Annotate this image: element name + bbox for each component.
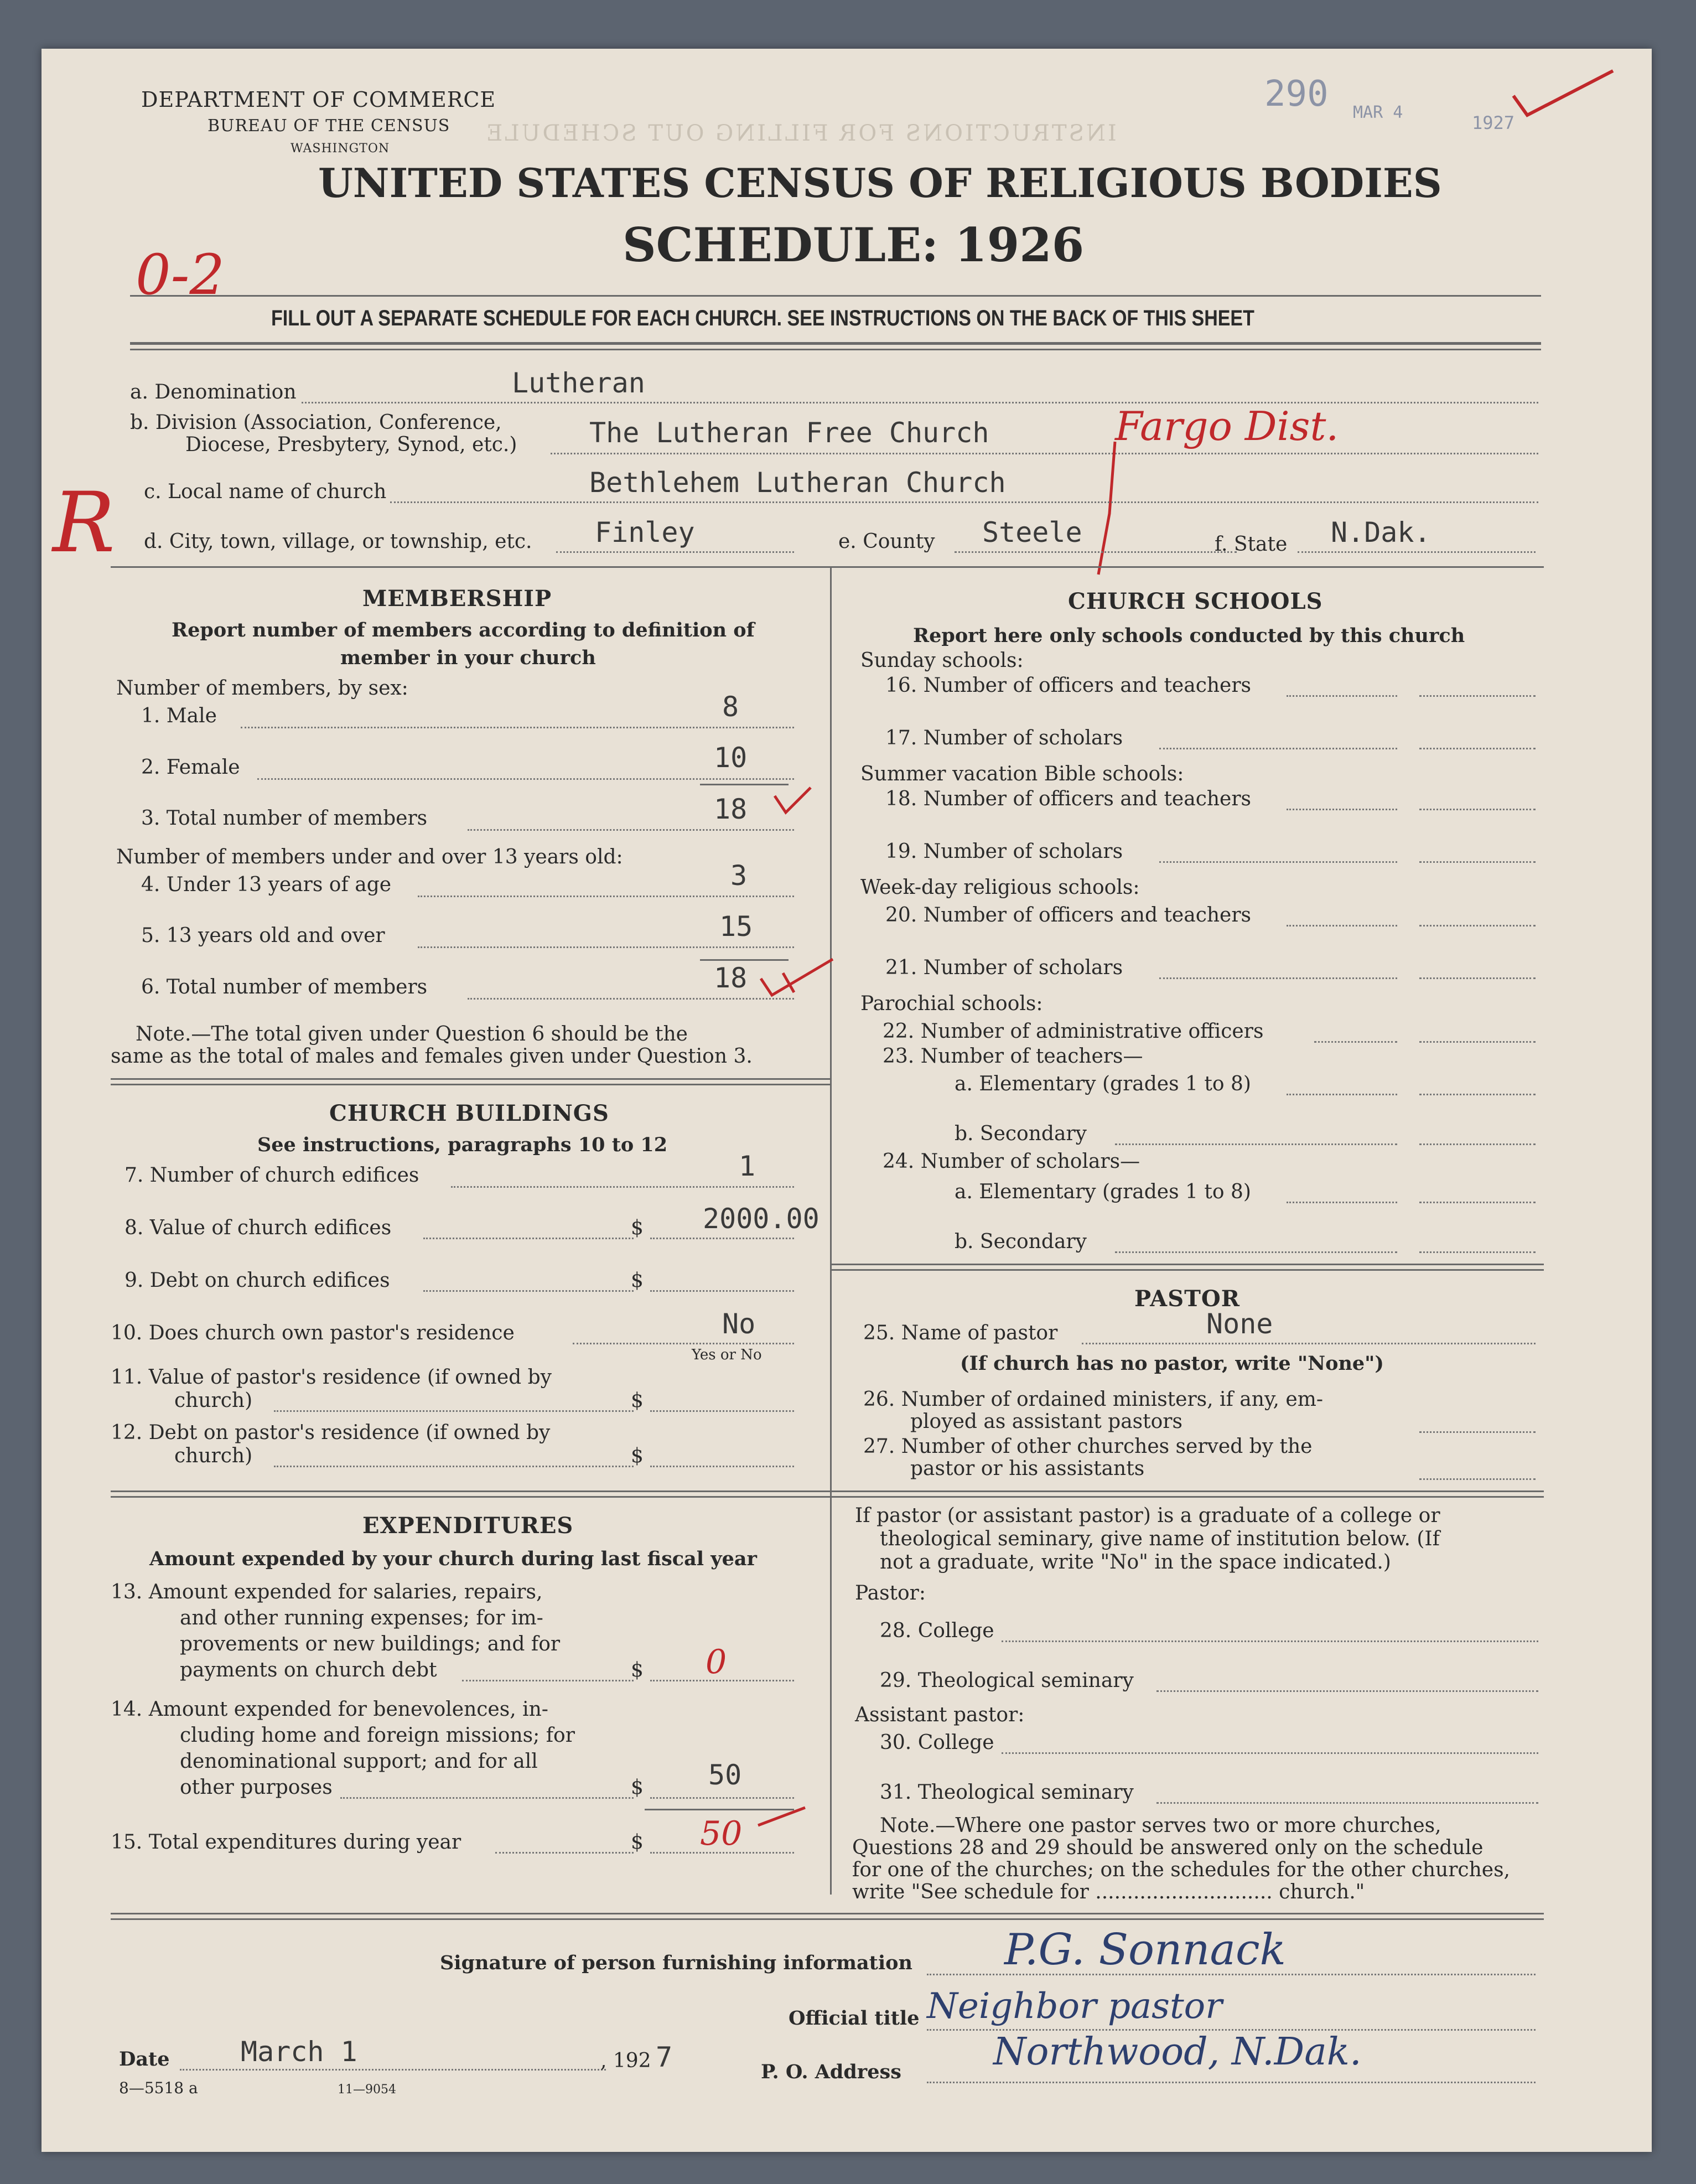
q20-label: 20. Number of officers and teachers — [885, 904, 1252, 927]
q23a-label: a. Elementary (grades 1 to 8) — [955, 1073, 1251, 1095]
date-value: March 1 — [241, 2036, 357, 2068]
print-number: 11—9054 — [338, 2083, 396, 2097]
rule — [830, 1490, 1544, 1492]
q1-value: 8 — [722, 691, 739, 723]
q10-value: No — [722, 1308, 756, 1340]
rule — [111, 1913, 1544, 1914]
dot-leader — [1287, 925, 1397, 927]
graduate-note: If pastor (or assistant pastor) is a graduate of a college or — [855, 1504, 1440, 1527]
dot-leader — [1159, 861, 1397, 863]
dot-leader — [1419, 1041, 1536, 1043]
division-label: b. Division (Association, Conference, — [130, 411, 502, 434]
q13-dollar: $ — [631, 1659, 644, 1681]
red-tick-icon — [755, 956, 838, 1001]
division-value: The Lutheran Free Church — [589, 417, 989, 449]
q12-label-2: church) — [174, 1445, 253, 1467]
form-number: 8—5518 a — [119, 2079, 198, 2097]
census-schedule-sheet — [42, 49, 1652, 2152]
q10-label: 10. Does church own pastor's residence — [111, 1322, 515, 1344]
red-check-icon — [1508, 63, 1619, 123]
q21-label: 21. Number of scholars — [885, 956, 1123, 979]
red-code-mark: 0-2 — [136, 242, 225, 307]
dot-leader — [1115, 1143, 1397, 1145]
dot-leader — [1419, 1094, 1536, 1095]
dot-leader — [274, 1466, 634, 1467]
q17-label: 17. Number of scholars — [885, 727, 1123, 749]
q13-line-4: payments on church debt — [180, 1659, 437, 1681]
state-value: N.Dak. — [1331, 516, 1431, 548]
membership-note: Note.—The total given under Question 6 should be the — [136, 1023, 688, 1046]
dot-leader — [1419, 925, 1536, 927]
dot-leader — [390, 501, 1538, 503]
q16-label: 16. Number of officers and teachers — [885, 674, 1252, 697]
red-tick-icon — [755, 1803, 811, 1831]
weekday-schools-label: Week-day religious schools: — [860, 876, 1140, 899]
pastor-subhead: Pastor: — [855, 1582, 926, 1605]
q3-label: 3. Total number of members — [141, 807, 428, 830]
q11-label-2: church) — [174, 1389, 253, 1412]
q15-label: 15. Total expenditures during year — [111, 1831, 461, 1854]
receipt-stamp-date: MAR 4 — [1353, 103, 1403, 122]
rule — [830, 1496, 1544, 1498]
schools-heading: CHURCH SCHOOLS — [1068, 588, 1323, 614]
q14-value: 50 — [708, 1759, 742, 1791]
q8-dollar: $ — [631, 1217, 644, 1239]
dot-leader — [495, 1852, 634, 1854]
sunday-schools-label: Sunday schools: — [860, 649, 1024, 672]
q9-label: 9. Debt on church edifices — [125, 1269, 390, 1292]
dot-leader — [650, 1410, 794, 1412]
q25-value: None — [1206, 1308, 1273, 1340]
official-title-label: Official title — [789, 2007, 920, 2030]
rule — [130, 342, 1541, 345]
dot-leader — [955, 551, 1237, 553]
dot-leader — [1419, 1251, 1536, 1253]
dot-leader — [1002, 1640, 1538, 1642]
q27-label-2: pastor or his assistants — [910, 1457, 1145, 1480]
by-sex-label: Number of members, by sex: — [116, 677, 408, 700]
q29-label: 29. Theological seminary — [880, 1669, 1134, 1692]
membership-intro: Report number of members according to definition of — [172, 619, 755, 641]
dot-leader — [257, 778, 794, 780]
q12-dollar: $ — [631, 1445, 644, 1467]
dot-leader — [1082, 1343, 1536, 1344]
dot-leader — [1002, 1752, 1538, 1754]
dot-leader — [241, 727, 794, 728]
membership-intro-2: member in your church — [340, 646, 596, 669]
q11-label: 11. Value of pastor's residence (if owned by — [111, 1366, 552, 1389]
rule — [111, 1078, 830, 1080]
q23b-label: b. Secondary — [955, 1122, 1087, 1145]
pastor-note-4: write "See schedule for ............................ church." — [852, 1881, 1365, 1903]
rule — [830, 1269, 1544, 1271]
pastor-heading: PASTOR — [1134, 1286, 1240, 1312]
q14-line-2: cluding home and foreign missions; for — [180, 1724, 575, 1747]
pastor-note-2: Questions 28 and 29 should be answered only on the schedule — [852, 1836, 1484, 1859]
q15-dollar: $ — [631, 1831, 644, 1854]
dot-leader — [927, 2082, 1536, 2083]
dot-leader — [1156, 1802, 1538, 1804]
q25-label: 25. Name of pastor — [863, 1322, 1058, 1344]
denomination-value: Lutheran — [512, 367, 645, 399]
receipt-stamp-year: 1927 — [1472, 112, 1515, 133]
dot-leader — [573, 1343, 794, 1344]
rule — [111, 1084, 830, 1085]
q24a-label: a. Elementary (grades 1 to 8) — [955, 1181, 1251, 1203]
dot-leader — [1419, 861, 1536, 863]
membership-heading: MEMBERSHIP — [362, 586, 552, 612]
q3-value: 18 — [714, 793, 748, 825]
q26-label-2: ployed as assistant pastors — [910, 1410, 1182, 1433]
q1-label: 1. Male — [141, 705, 217, 727]
dot-leader — [340, 1797, 634, 1799]
q6-value: 18 — [714, 962, 748, 994]
dot-leader — [1159, 977, 1397, 979]
dot-leader — [650, 1797, 794, 1799]
dot-leader — [274, 1410, 634, 1412]
schools-intro: Report here only schools conducted by this church — [913, 624, 1465, 647]
expenditures-heading: EXPENDITURES — [362, 1513, 574, 1539]
q26-label: 26. Number of ordained ministers, if any, em- — [863, 1388, 1323, 1411]
bleed-through-text: INSTRUCTIONS FOR FILLING OUT SCHEDULE — [484, 121, 1117, 146]
rule — [111, 1490, 830, 1492]
q13-line-2: and other running expenses; for im- — [180, 1607, 543, 1629]
q2-value: 10 — [714, 742, 748, 774]
q24-label: 24. Number of scholars— — [883, 1150, 1140, 1173]
under-over-label: Number of members under and over 13 years old: — [116, 846, 623, 868]
q12-label: 12. Debt on pastor's residence (if owned by — [111, 1421, 551, 1444]
q10-hint: Yes or No — [692, 1347, 762, 1363]
q5-value: 15 — [719, 910, 753, 943]
q2-label: 2. Female — [141, 756, 240, 779]
summer-schools-label: Summer vacation Bible schools: — [860, 763, 1184, 785]
dot-leader — [650, 1290, 794, 1292]
buildings-heading: CHURCH BUILDINGS — [329, 1100, 609, 1126]
graduate-note-3: not a graduate, write "No" in the space indicated.) — [880, 1551, 1391, 1574]
county-label: e. County — [838, 530, 935, 553]
rule — [130, 295, 1541, 297]
parochial-schools-label: Parochial schools: — [860, 992, 1043, 1015]
red-stroke — [1093, 436, 1126, 580]
dot-leader — [1419, 977, 1536, 979]
dot-leader — [1298, 551, 1536, 553]
dot-leader — [1419, 695, 1536, 697]
dot-leader — [1419, 809, 1536, 810]
dot-leader — [1419, 1202, 1536, 1203]
dot-leader — [650, 1238, 794, 1239]
division-red-note: Fargo Dist. — [1115, 403, 1339, 449]
instruction-bar: FILL OUT A SEPARATE SCHEDULE FOR EACH CHURCH. SEE INSTRUCTIONS ON THE BACK OF THIS SHEET — [271, 306, 1254, 330]
q7-value: 1 — [739, 1150, 756, 1182]
dot-leader — [1287, 695, 1397, 697]
q13-line-3: provements or new buildings; and for — [180, 1633, 561, 1655]
q13-line-1: 13. Amount expended for salaries, repairs, — [111, 1581, 543, 1603]
membership-note-2: same as the total of males and females given under Question 3. — [111, 1045, 753, 1068]
dot-leader — [1419, 1478, 1536, 1480]
dot-leader — [1287, 1202, 1397, 1203]
expenditures-intro: Amount expended by your church during last fiscal year — [149, 1548, 757, 1570]
date-label: Date — [119, 2048, 170, 2071]
q31-label: 31. Theological seminary — [880, 1781, 1134, 1804]
dot-leader — [1115, 1251, 1397, 1253]
q7-label: 7. Number of church edifices — [125, 1164, 419, 1187]
q8-value: 2000.00 — [703, 1203, 820, 1235]
dot-leader — [1314, 1041, 1397, 1043]
city-line: WASHINGTON — [291, 142, 390, 156]
dot-leader — [468, 829, 794, 831]
q15-value: 50 — [700, 1814, 743, 1853]
pastor-note-3: for one of the churches; on the schedules for the other churches, — [852, 1859, 1510, 1881]
bureau-line: BUREAU OF THE CENSUS — [208, 116, 450, 136]
q28-label: 28. College — [880, 1619, 994, 1642]
red-tick-icon — [772, 785, 816, 818]
rule — [111, 1918, 1544, 1920]
graduate-note-2: theological seminary, give name of institution below. (If — [880, 1528, 1440, 1550]
local-name-value: Bethlehem Lutheran Church — [589, 467, 1006, 499]
year-digit: 7 — [656, 2041, 673, 2073]
local-name-label: c. Local name of church — [144, 480, 387, 503]
q9-dollar: $ — [631, 1269, 644, 1292]
division-label-2: Diocese, Presbytery, Synod, etc.) — [185, 433, 517, 456]
q8-label: 8. Value of church edifices — [125, 1217, 392, 1239]
q11-dollar: $ — [631, 1389, 644, 1412]
q24b-label: b. Secondary — [955, 1230, 1087, 1253]
dot-leader — [1419, 1431, 1536, 1433]
column-divider — [830, 566, 832, 1895]
dot-leader — [1419, 1143, 1536, 1145]
dot-leader — [1287, 1094, 1397, 1095]
q27-label: 27. Number of other churches served by the — [863, 1435, 1313, 1458]
dot-leader — [556, 551, 794, 553]
dot-leader — [418, 896, 794, 897]
dot-leader — [418, 946, 794, 948]
year-prefix: , 192 — [600, 2050, 651, 2072]
form-title: UNITED STATES CENSUS OF RELIGIOUS BODIES — [318, 159, 1442, 206]
buildings-intro: See instructions, paragraphs 10 to 12 — [257, 1134, 668, 1156]
q30-label: 30. College — [880, 1731, 994, 1754]
q25-hint: (If church has no pastor, write "None") — [960, 1352, 1384, 1375]
q18-label: 18. Number of officers and teachers — [885, 788, 1252, 810]
q5-label: 5. 13 years old and over — [141, 924, 385, 947]
dot-leader — [468, 998, 794, 1000]
signature-value: P.G. Sonnack — [1004, 1925, 1286, 1975]
pastor-note: Note.—Where one pastor serves two or more churches, — [880, 1814, 1441, 1837]
dot-leader — [462, 1680, 634, 1681]
q14-line-1: 14. Amount expended for benevolences, in- — [111, 1698, 548, 1721]
city-label: d. City, town, village, or township, etc. — [144, 530, 532, 553]
dot-leader — [423, 1290, 634, 1292]
official-title-value: Neighbor pastor — [927, 1986, 1222, 2027]
dot-leader — [423, 1238, 634, 1239]
q19-label: 19. Number of scholars — [885, 840, 1123, 863]
state-label: f. State — [1215, 533, 1288, 556]
department-line: DEPARTMENT OF COMMERCE — [141, 87, 496, 112]
dot-leader — [551, 453, 1538, 454]
q14-line-4: other purposes — [180, 1776, 333, 1799]
rule — [130, 349, 1541, 350]
q14-dollar: $ — [631, 1776, 644, 1799]
dot-leader — [302, 402, 1538, 403]
red-r-mark: R — [53, 475, 115, 571]
receipt-stamp-number: 290 — [1264, 74, 1329, 115]
signature-label: Signature of person furnishing information — [440, 1952, 912, 1974]
q6-label: 6. Total number of members — [141, 976, 428, 998]
rule — [111, 1496, 830, 1498]
q23-label: 23. Number of teachers— — [883, 1045, 1143, 1068]
denomination-label: a. Denomination — [130, 381, 297, 403]
dot-leader — [1159, 748, 1397, 749]
address-label: P. O. Address — [761, 2061, 901, 2083]
city-value: Finley — [595, 516, 695, 548]
address-value: Northwood, N.Dak. — [993, 2030, 1362, 2074]
q13-value: 0 — [706, 1643, 727, 1681]
assistant-subhead: Assistant pastor: — [855, 1704, 1025, 1726]
rule — [111, 566, 1544, 568]
dot-leader — [1156, 1690, 1538, 1692]
rule — [830, 1264, 1544, 1265]
schedule-title: SCHEDULE: 1926 — [623, 218, 1085, 272]
dot-leader — [451, 1186, 794, 1188]
q4-label: 4. Under 13 years of age — [141, 873, 392, 896]
q22-label: 22. Number of administrative officers — [883, 1020, 1264, 1043]
q4-value: 3 — [730, 860, 748, 892]
county-value: Steele — [982, 516, 1082, 548]
dot-leader — [1287, 809, 1397, 810]
dot-leader — [650, 1466, 794, 1467]
q14-line-3: denominational support; and for all — [180, 1750, 538, 1773]
dot-leader — [180, 2069, 606, 2071]
dot-leader — [1419, 748, 1536, 749]
